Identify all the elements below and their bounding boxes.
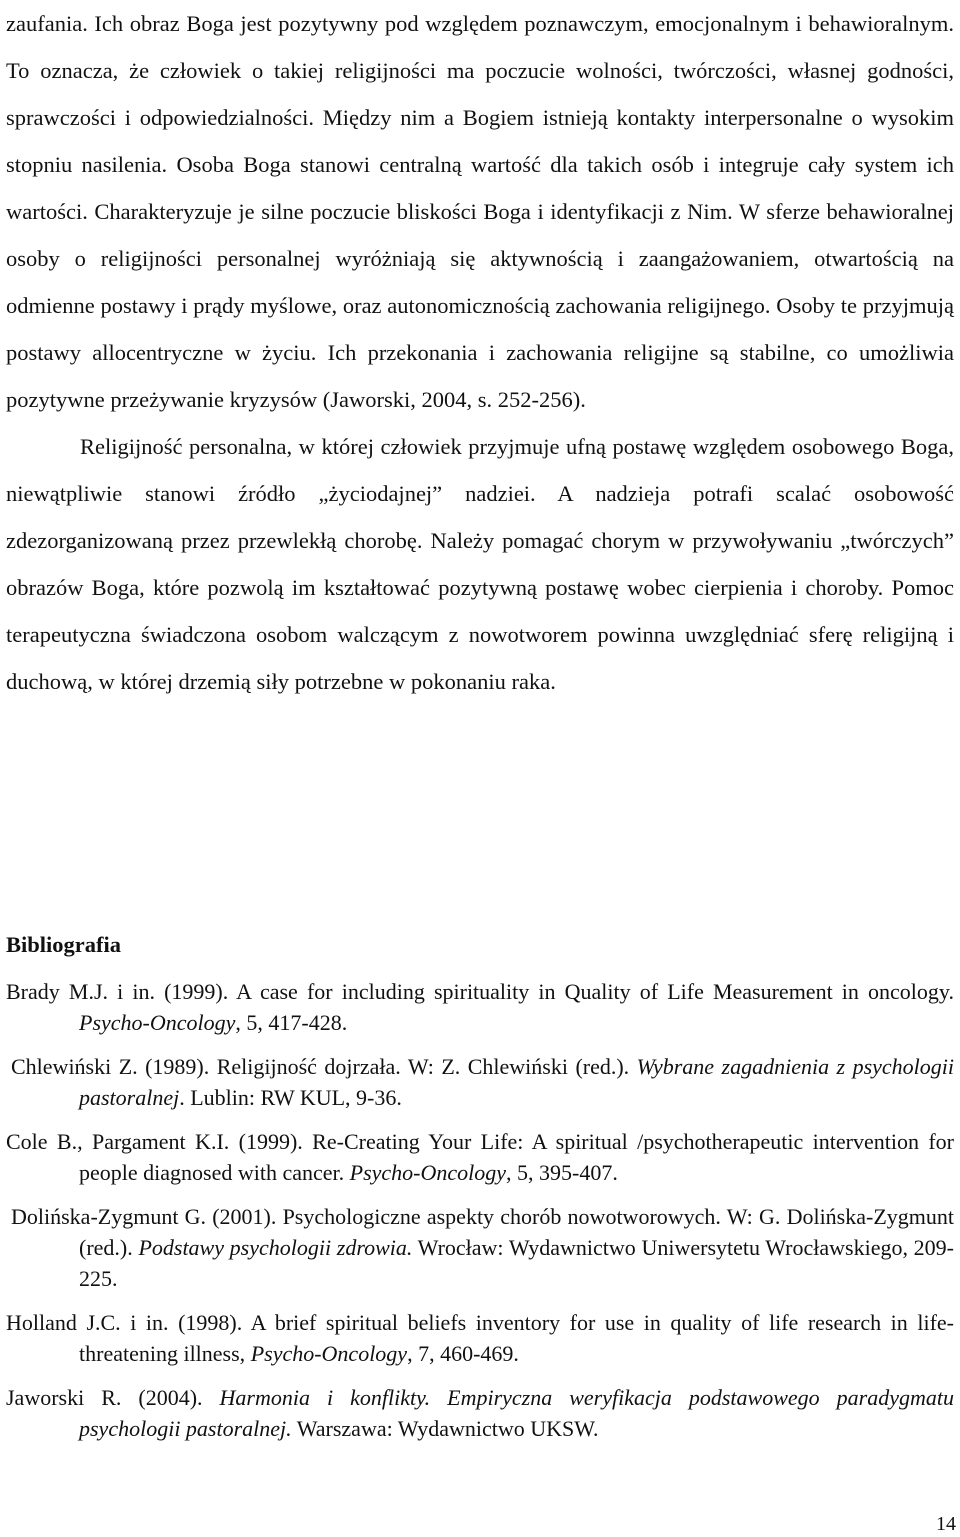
body-paragraph: Religijność personalna, w której człowiek przyjmuje ufną postawę względem osobowego Boga, niewątpliwie stanowi źródło „życiodajnej” nadziei. A nadzieja potrafi scalać osobowość zdezorganizowaną przez przewlekłą chorobę. Należy pomagać chorym w przywoływaniu „twórczych” obrazów Boga, które pozwolą im kształtować pozytywną postawę wobec cierpienia i choroby. Pomoc terapeutyczna świadczona osobom walczącym z nowotworem powinna uwzględniać sferę religijną i duchową, w której drzemią siły potrzebne w pokonaniu raka. [6,434,954,694]
bibliography-entry [6,1126,954,1188]
bibliography-entry [6,1201,954,1294]
entry-text: Dolińska-Zygmunt G. (2001). Psychologiczne aspekty chorób nowotworowych. W: G. Dolińska-Zygmunt (red.). [11,1204,954,1260]
entry-text: Brady M.J. i in. (1999). A case for including spirituality in Quality of Life Measurement in oncology. [6,979,954,1004]
entry-title: Psycho-Oncology [250,1341,408,1366]
document-page [6,0,954,1441]
body-paragraph: zaufania. Ich obraz Boga jest pozytywny pod względem poznawczym, emocjonalnym i behawioralnym. To oznacza, że człowiek o takiej religijności ma poczucie wolności, twórczości, własnej godności, sprawczości i odpowiedzialności. Między nim a Bogiem istnieją kontakty interpersonalne o wysokim stopniu nasilenia. Osoba Boga stanowi centralną wartość dla takich osób i integruje cały system ich wartości. Charakteryzuje je silne poczucie bliskości Boga i identyfikacji z Nim. W sferze behawioralnej osoby o religijności personalnej wyróżniają się aktywnością i zaangażowaniem, otwartością na odmienne postawy i prądy myślowe, oraz autonomicznością zachowania religijnego. Osoby te przyjmują postawy allocentryczne w życiu. Ich przekonania i zachowania religijne są stabilne, co umożliwia pozytywne przeżywanie kryzysów (Jaworski, 2004, s. 252-256). [6,11,954,412]
entry-title: Psycho-Oncology [349,1160,507,1185]
entry-text: Warszawa: Wydawnictwo UKSW. [291,1416,599,1441]
bibliography-entry [6,1382,954,1444]
entry-text: , 5, 395-407. [506,1160,618,1185]
entry-text: Wrocław: Wydawnictwo Uniwersytetu Wrocławskiego, 209-225. [79,1235,954,1291]
page-number: 14 [936,1513,956,1535]
bibliography-list [6,976,954,1457]
entry-text: , 5, 417-428. [235,1010,348,1035]
entry-text: Cole B., Pargament K.I. (1999). Re-Creating Your Life: A spiritual /psychotherapeutic intervention for people diagnosed with cancer. [6,1129,954,1185]
entry-text: . Lublin: RW KUL, 9-36. [179,1085,402,1110]
entry-text: Jaworski R. (2004). [6,1385,220,1410]
bibliography-entry [6,1051,954,1113]
bibliography-entry [6,1307,954,1369]
entry-text: Holland J.C. i in. (1998). A brief spiritual beliefs inventory for use in quality of life research in life-threatening illness, [6,1310,954,1366]
entry-title: Psycho-Oncology [79,1010,236,1035]
bibliography-heading: Bibliografia [6,932,122,957]
entry-title: Harmonia i konflikty. Empiryczna weryfikacja podstawowego paradygmatu psychologii pastoralnej. [79,1385,954,1441]
bibliography-entry [6,976,954,1038]
entry-title: Podstawy psychologii zdrowia. [138,1235,413,1260]
entry-title: Wybrane zagadnienia z psychologii pastoralnej [79,1054,954,1110]
entry-text: Chlewiński Z. (1989). Religijność dojrzała. W: Z. Chlewiński (red.). [11,1054,637,1079]
entry-text: , 7, 460-469. [407,1341,519,1366]
